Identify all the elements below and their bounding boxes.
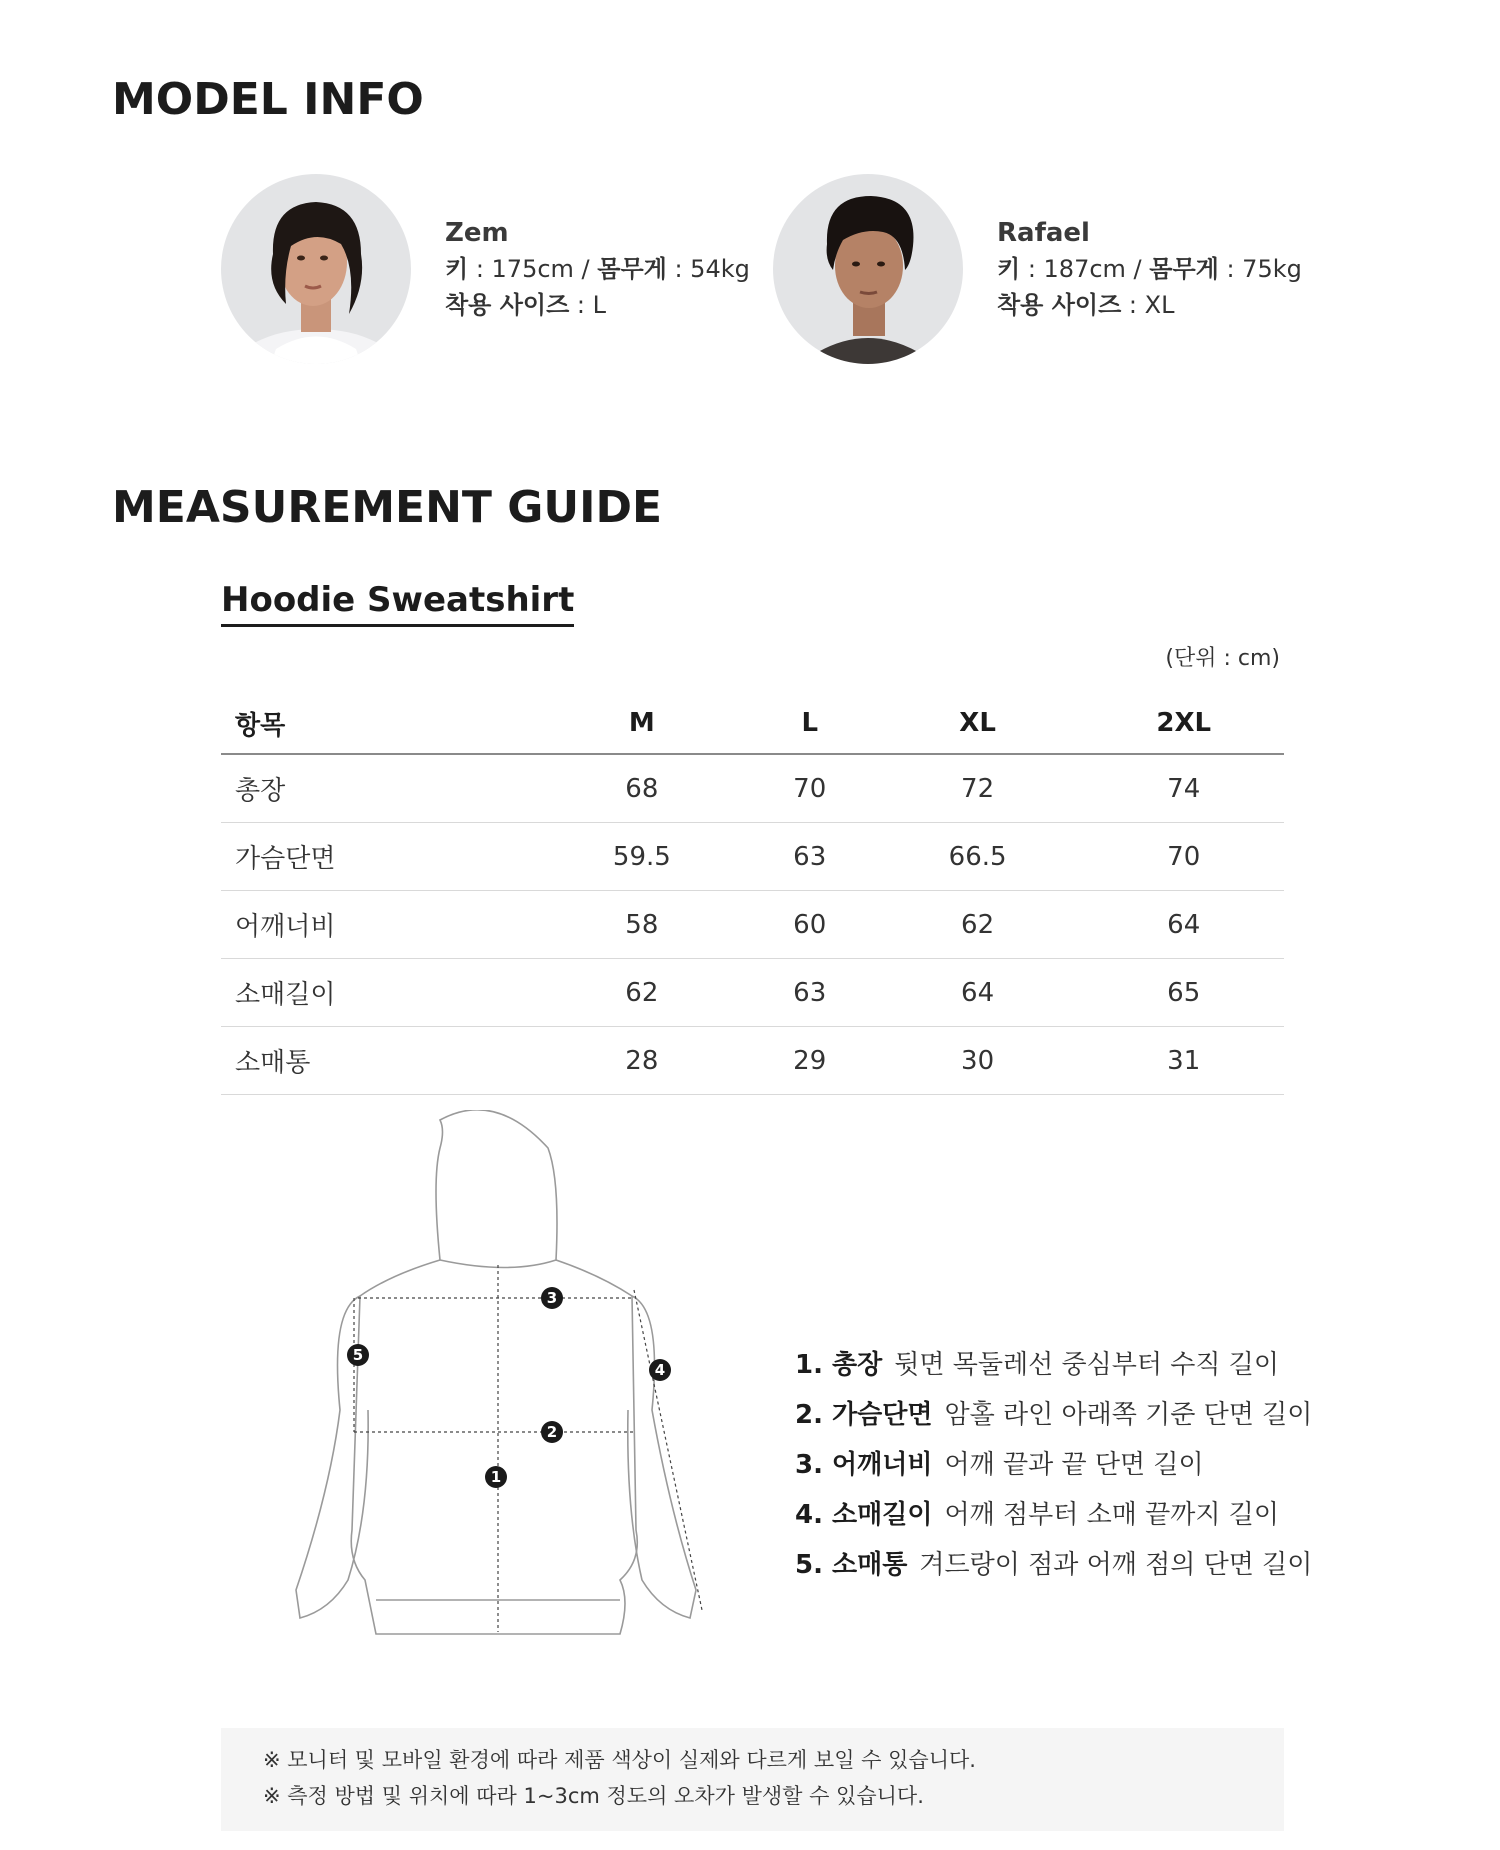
row-label: 어깨너비 — [221, 891, 536, 959]
table-cell: 63 — [748, 959, 872, 1027]
notice-box — [221, 1728, 1284, 1831]
table-row — [221, 823, 1284, 891]
table-cell: 65 — [1083, 959, 1284, 1027]
notice-line: ※ 측정 방법 및 위치에 따라 1~3cm 정도의 오차가 발생할 수 있습니다. — [263, 1784, 924, 1808]
table-row — [221, 754, 1284, 823]
row-label: 소매통 — [221, 1027, 536, 1095]
model-info-title: MODEL INFO — [112, 74, 424, 125]
table-cell: 66.5 — [872, 823, 1084, 891]
table-cell: 62 — [872, 891, 1084, 959]
table-cell: 70 — [748, 754, 872, 823]
measurement-guide-title: MEASUREMENT GUIDE — [112, 482, 663, 533]
model-name: Zem — [445, 218, 509, 248]
table-cell: 62 — [536, 959, 748, 1027]
table-cell: 72 — [872, 754, 1084, 823]
header-size: L — [748, 693, 872, 754]
avatar — [773, 174, 963, 364]
body-outline — [351, 1260, 637, 1634]
measurement-guide-list — [795, 1340, 1312, 1590]
header-size: XL — [872, 693, 1084, 754]
guide-item: 1. 총장 뒷면 목둘레선 중심부터 수직 길이 — [795, 1350, 1279, 1380]
table-cell: 74 — [1083, 754, 1284, 823]
table-cell: 28 — [536, 1027, 748, 1095]
model-name: Rafael — [997, 218, 1090, 248]
unit-label: (단위 : cm) — [1165, 646, 1280, 671]
table-cell: 29 — [748, 1027, 872, 1095]
table-cell: 64 — [1083, 891, 1284, 959]
guide-item: 2. 가슴단면 암홀 라인 아래쪽 기준 단면 길이 — [795, 1400, 1313, 1430]
guide-item: 3. 어깨너비 어깨 끝과 끝 단면 길이 — [795, 1450, 1204, 1480]
table-cell: 63 — [748, 823, 872, 891]
row-label: 총장 — [221, 754, 536, 823]
table-cell: 30 — [872, 1027, 1084, 1095]
svg-text:1: 1 — [490, 1468, 502, 1486]
table-cell: 70 — [1083, 823, 1284, 891]
hoodie-diagram — [290, 1110, 730, 1640]
table-cell: 64 — [872, 959, 1084, 1027]
notice-line: ※ 모니터 및 모바일 환경에 따라 제품 색상이 실제와 다르게 보일 수 있습니다. — [263, 1748, 976, 1772]
model-body-spec: 키 : 187cm / 몸무게 : 75kg — [997, 255, 1302, 283]
garment-title: Hoodie Sweatshirt — [221, 580, 574, 627]
model-details — [997, 215, 1302, 323]
model-body-spec: 키 : 175cm / 몸무게 : 54kg — [445, 255, 750, 283]
model-card-zem — [221, 174, 750, 364]
header-item: 항목 — [221, 693, 536, 754]
table-cell: 68 — [536, 754, 748, 823]
svg-text:3: 3 — [546, 1289, 558, 1307]
header-size: M — [536, 693, 748, 754]
table-row — [221, 1027, 1284, 1095]
sleeve-line — [634, 1290, 702, 1610]
row-label: 소매길이 — [221, 959, 536, 1027]
model-wear-size: 착용 사이즈 : XL — [997, 291, 1175, 319]
hood-outline — [436, 1110, 557, 1268]
table-row — [221, 891, 1284, 959]
table-cell: 31 — [1083, 1027, 1284, 1095]
header-size: 2XL — [1083, 693, 1284, 754]
avatar — [221, 174, 411, 364]
row-label: 가슴단면 — [221, 823, 536, 891]
svg-text:5: 5 — [352, 1346, 364, 1364]
model-card-rafael — [773, 174, 1302, 364]
svg-text:2: 2 — [546, 1423, 558, 1441]
svg-text:4: 4 — [654, 1361, 666, 1379]
model-wear-size: 착용 사이즈 : L — [445, 291, 606, 319]
table-cell: 59.5 — [536, 823, 748, 891]
size-table — [221, 693, 1284, 1095]
table-row — [221, 959, 1284, 1027]
table-cell: 60 — [748, 891, 872, 959]
model-details — [445, 215, 750, 323]
right-sleeve-outline — [628, 1296, 696, 1618]
guide-item: 5. 소매통 겨드랑이 점과 어깨 점의 단면 길이 — [795, 1550, 1313, 1580]
guide-item: 4. 소매길이 어깨 점부터 소매 끝까지 길이 — [795, 1500, 1279, 1530]
table-header-row — [221, 693, 1284, 754]
table-cell: 58 — [536, 891, 748, 959]
